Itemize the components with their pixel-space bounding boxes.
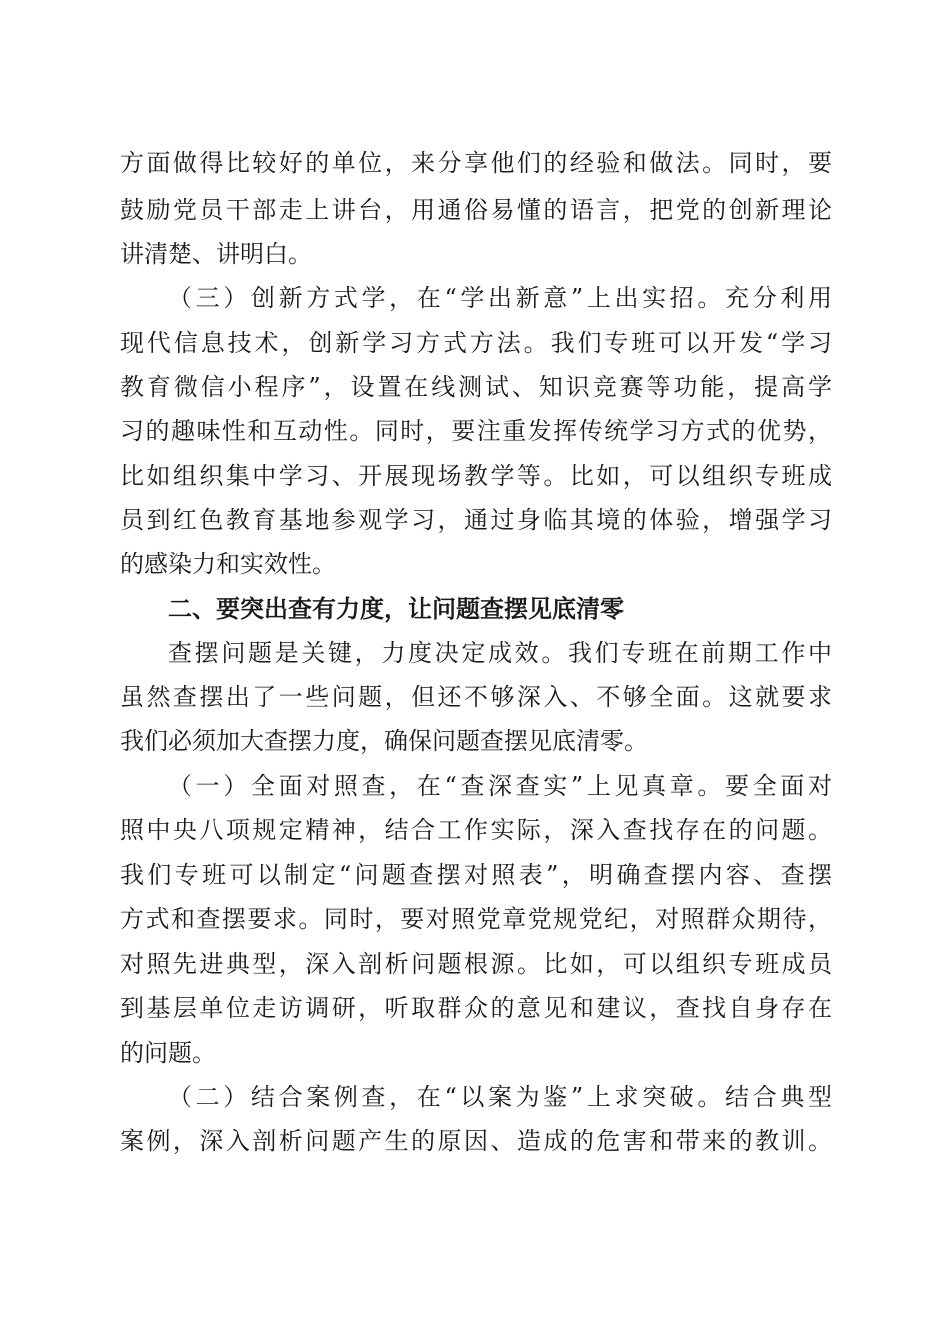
text-line: 比如组织集中学习、开展现场教学等。比如，可以组织专班成 bbox=[120, 462, 832, 490]
text-line: 教育微信小程序”，设置在线测试、知识竞赛等功能，提高学 bbox=[120, 373, 832, 401]
text-line: 鼓励党员干部走上讲台，用通俗易懂的语言，把党的创新理论 bbox=[120, 196, 832, 224]
text-line: 案例，深入剖析问题产生的原因、造成的危害和带来的教训。 bbox=[120, 1127, 832, 1155]
text-line: 方面做得比较好的单位，来分享他们的经验和做法。同时，要 bbox=[120, 149, 832, 177]
text-line: 我们专班可以制定“问题查摆对照表”，明确查摆内容、查摆 bbox=[120, 861, 832, 889]
paragraph-start-line: 查摆问题是关键，力度决定成效。我们专班在前期工作中 bbox=[168, 639, 832, 667]
text-line: 习的趣味性和互动性。同时，要注重发挥传统学习方式的优势， bbox=[120, 417, 832, 445]
subsection-1-line: （一）全面对照查，在“查深查实”上见真章。要全面对 bbox=[168, 772, 832, 800]
text-line: 方式和查摆要求。同时，要对照党章党规党纪，对照群众期待， bbox=[120, 905, 832, 933]
text-line: 的感染力和实效性。 bbox=[120, 550, 336, 578]
text-line: 虽然查摆出了一些问题，但还不够深入、不够全面。这就要求 bbox=[120, 683, 832, 711]
text-line: 照中央八项规定精神，结合工作实际，深入查找存在的问题。 bbox=[120, 816, 832, 844]
section-heading: 二、要突出查有力度，让问题查摆见底清零 bbox=[168, 595, 624, 623]
text-line: 员到红色教育基地参观学习，通过身临其境的体验，增强学习 bbox=[120, 506, 832, 534]
text-line: 到基层单位走访调研，听取群众的意见和建议，查找自身存在 bbox=[120, 994, 832, 1022]
subsection-2-line: （二）结合案例查，在“以案为鉴”上求突破。结合典型 bbox=[168, 1083, 832, 1111]
text-line: 讲清楚、讲明白。 bbox=[120, 240, 312, 268]
text-line: 的问题。 bbox=[120, 1039, 216, 1067]
text-line: 我们必须加大查摆力度，确保问题查摆见底清零。 bbox=[120, 727, 648, 755]
text-line: 现代信息技术，创新学习方式方法。我们专班可以开发“学习 bbox=[120, 329, 832, 357]
text-line: 对照先进典型，深入剖析问题根源。比如，可以组织专班成员 bbox=[120, 950, 832, 978]
section-3-heading-line: （三）创新方式学，在“学出新意”上出实招。充分利用 bbox=[168, 284, 832, 312]
